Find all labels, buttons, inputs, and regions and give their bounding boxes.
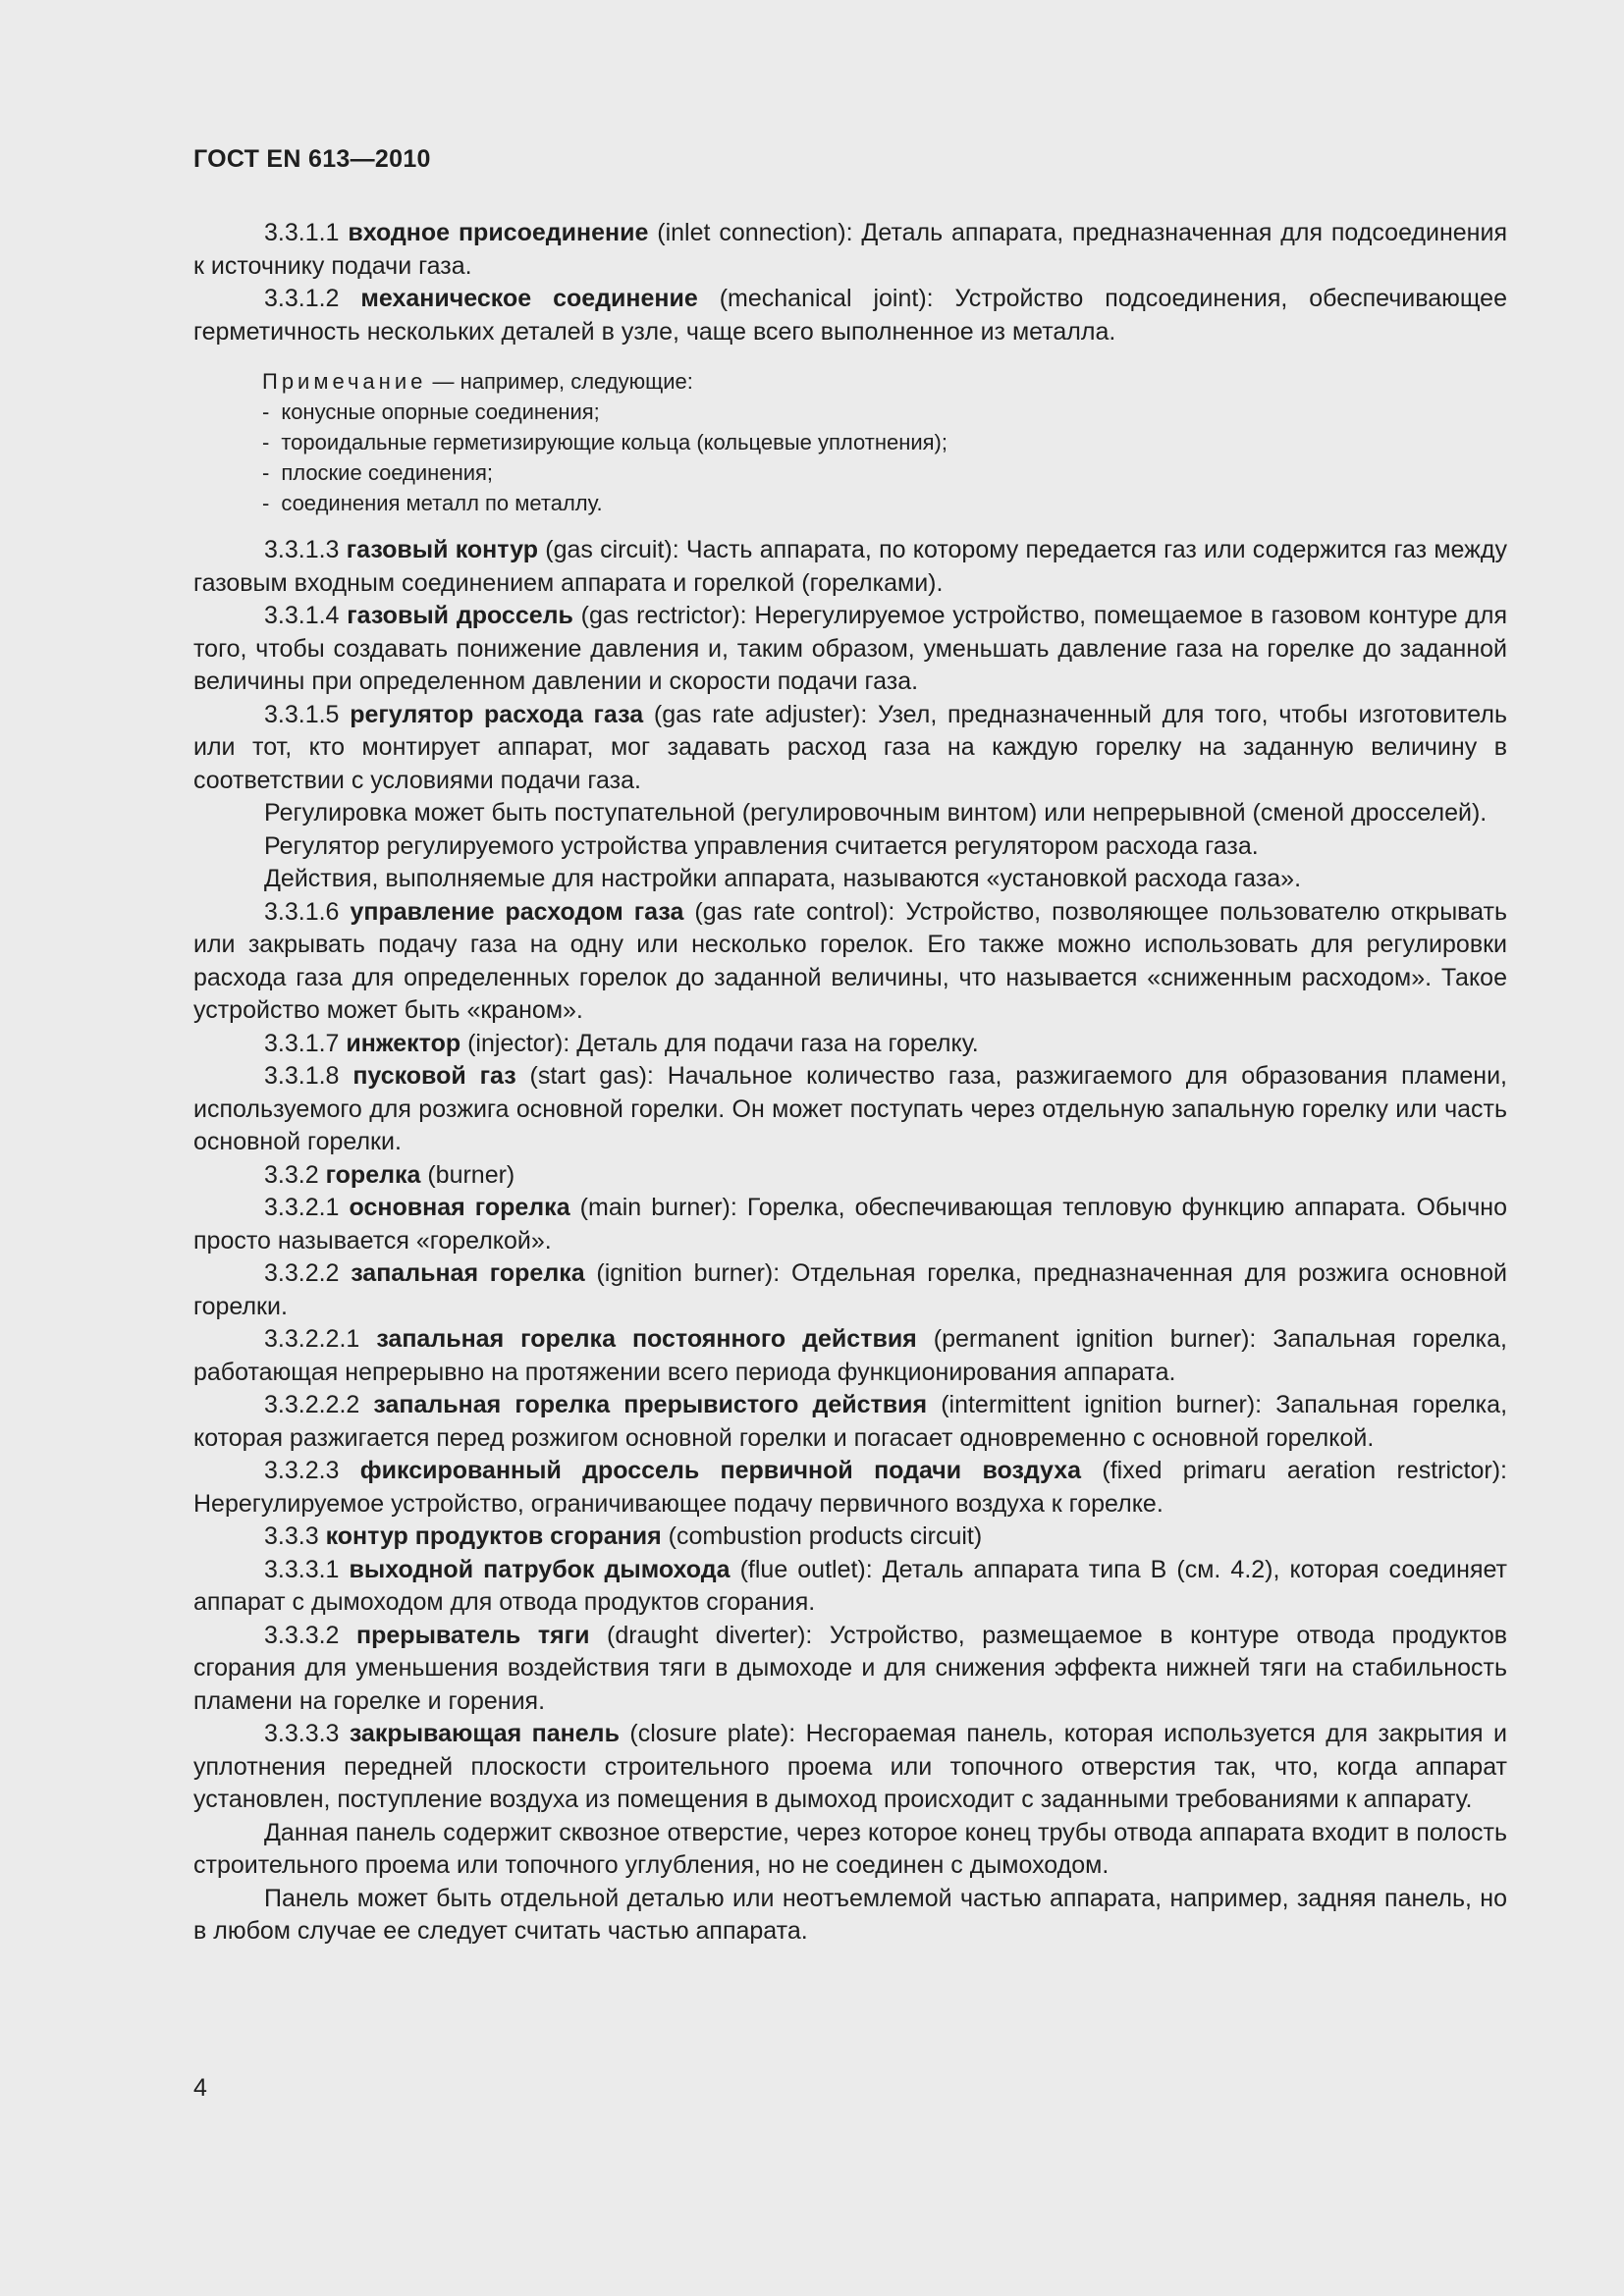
clause-number: 3.3.1.5 [264,700,340,728]
clause-number: 3.3.3 [264,1522,319,1550]
paragraph [193,863,1507,896]
term: инжектор [346,1029,461,1057]
term: горелка [325,1160,421,1189]
paragraph [193,1817,1507,1883]
note-list [262,397,1507,518]
clause-number: 3.3.3.1 [264,1555,340,1583]
term: запальная горелка прерывистого действия [373,1391,928,1418]
clause-number: 3.3.1.7 [264,1029,340,1057]
clause-number: 3.3.2.3 [264,1457,340,1484]
paragraph-text: Регулятор регулируемого устройства управления считается регулятором расхода газа. [264,831,1259,860]
paragraphs-before-note [193,217,1507,348]
paragraph-text: (gas rate control): Устройство, позволяющее пользователю открывать или закрывать подачу газа на одну или несколько горелок. Его также можно использовать для регулировки расхода газа для определенных горелок до заданной величины, что называется «сниженным расходом». Такое устройство может быть «краном». [193,897,1507,1024]
paragraph [193,797,1507,830]
clause-number: 3.3.2.2.2 [264,1391,360,1418]
paragraph-text: (intermittent ignition burner): Запальная горелка, которая разжигается перед розжигом основной горелки и погасает одновременно с основной горелкой. [193,1391,1508,1452]
paragraph [193,830,1507,864]
term: запальная горелка постоянного действия [376,1325,917,1353]
term: входное присоединение [348,219,649,246]
note-label: Примечание [262,369,427,394]
note-list-item: - конусные опорные соединения; [262,397,1507,427]
paragraph [193,1028,1507,1061]
paragraph-text: (ignition burner): Отдельная горелка, предназначенная для розжига основной горелки. [193,1259,1507,1320]
paragraph [193,1159,1507,1193]
paragraph [193,699,1507,798]
term: газовый контур [346,536,538,563]
clause-number: 3.3.1.1 [264,219,340,246]
term: пусковой газ [352,1062,516,1090]
clause-number: 3.3.2 [264,1160,319,1189]
clause-number: 3.3.2.1 [264,1194,340,1221]
paragraph [193,1455,1507,1521]
paragraph [193,283,1507,348]
paragraph-text: Данная панель содержит сквозное отверстие, через которое конец трубы отвода аппарата входит в полость строительного проема или топочного углубления, но не соединен с дымоходом. [193,1818,1507,1879]
paragraph-text: (fixed primaru aeration restrictor): Нерегулируемое устройство, ограничивающее подачу первичного воздуха к горелке. [193,1457,1507,1518]
paragraph-text: (closure plate): Несгораемая панель, которая используется для закрытия и уплотнения передней плоскости строительного проема или топочного отверстия так, что, когда аппарат установлен, поступление воздуха из помещения в дымоход происходит с заданными требованиями к аппарату. [193,1720,1507,1813]
paragraph-text: (draught diverter): Устройство, размещаемое в контуре отвода продуктов сгорания для уменьшения воздействия тяги в дымоходе и для снижения эффекта нижней тяги на стабильность пламени на горелке и горения. [193,1621,1508,1715]
paragraph-text: Панель может быть отдельной деталью или неотъемлемой частью аппарата, например, задняя панель, но в любом случае ее следует считать частью аппарата. [193,1884,1507,1945]
clause-number: 3.3.2.2 [264,1259,340,1287]
paragraph [193,896,1507,1028]
paragraph [193,1192,1507,1257]
paragraph [193,1060,1507,1159]
paragraph [193,534,1507,600]
paragraph-text: (flue outlet): Деталь аппарата типа В (см. 4.2), которая соединяет аппарат с дымоходом для отвода продуктов сгорания. [193,1555,1508,1616]
clause-number: 3.3.3.2 [264,1621,340,1649]
paragraph-text: Действия, выполняемые для настройки аппарата, называются «установкой расхода газа». [264,865,1302,892]
note-intro: — например, следующие: [426,369,693,394]
document-page [193,145,1507,1949]
term: регулятор расхода газа [350,700,644,728]
paragraph [193,1554,1507,1620]
term: контур продуктов сгорания [325,1522,662,1550]
paragraph [193,1521,1507,1554]
paragraph [193,1718,1507,1817]
clause-number: 3.3.2.2.1 [264,1325,360,1353]
paragraph [193,1257,1507,1323]
paragraph-text: (permanent ignition burner): Запальная горелка, работающая непрерывно на протяжении всего периода функционирования аппарата. [193,1325,1508,1386]
note-list-item: - плоские соединения; [262,457,1507,488]
term: управление расходом газа [350,897,684,926]
term: механическое соединение [360,285,698,312]
clause-number: 3.3.1.2 [264,285,340,312]
term: основная горелка [349,1194,570,1221]
term: запальная горелка [351,1259,585,1287]
clause-number: 3.3.1.3 [264,536,340,563]
paragraph-text: (gas circuit): Часть аппарата, по которому передается газ или содержится газ между газовым входным соединением аппарата и горелкой (горелками). [193,536,1507,597]
paragraph-text: (main burner): Горелка, обеспечивающая тепловую функцию аппарата. Обычно просто называется «горелкой». [193,1194,1508,1255]
paragraph-text: (injector): Деталь для подачи газа на горелку. [460,1029,979,1057]
term: фиксированный дроссель первичной подачи воздуха [359,1457,1082,1484]
clause-number: 3.3.3.3 [264,1720,340,1747]
paragraph-text: (inlet connection): Деталь аппарата, предназначенная для подсоединения к источнику подачи газа. [193,219,1507,280]
note-list-item: - тороидальные герметизирующие кольца (кольцевые уплотнения); [262,427,1507,457]
note-block [262,366,1507,518]
note-heading [262,366,1507,397]
paragraph-text: (gas rate adjuster): Узел, предназначенный для того, чтобы изготовитель или тот, кто монтирует аппарат, мог задавать расход газа на каждую горелку на заданную величину в соответствии с условиями подачи газа. [193,700,1507,794]
paragraph [193,1883,1507,1949]
paragraph [193,600,1507,699]
paragraph [193,1389,1507,1455]
document-header: ГОСТ EN 613—2010 [193,145,431,173]
clause-number: 3.3.1.6 [264,897,340,926]
paragraphs-after-note [193,534,1507,1949]
term: закрывающая панель [349,1720,620,1747]
paragraph [193,1620,1507,1719]
term: выходной патрубок дымохода [349,1555,731,1583]
paragraph-text: (start gas): Начальное количество газа, разжигаемого для образования пламени, используемого для розжига основной горелки. Он может поступать через отдельную запальную горелку или часть основной горелки. [193,1062,1508,1155]
clause-number: 3.3.1.4 [264,602,340,629]
page-number: 4 [193,2074,207,2102]
note-list-item: - соединения металл по металлу. [262,488,1507,518]
paragraph [193,1323,1507,1389]
paragraph-text: (mechanical joint): Устройство подсоединения, обеспечивающее герметичность нескольких деталей в узле, чаще всего выполненное из металла. [193,285,1507,346]
paragraph [193,217,1507,283]
paragraph-text: Регулировка может быть поступательной (регулировочным винтом) или непрерывной (сменой дросселей). [264,799,1488,827]
clause-number: 3.3.1.8 [264,1062,340,1090]
paragraph-text: (burner) [420,1160,515,1189]
paragraph-text: (gas rectrictor): Нерегулируемое устройство, помещаемое в газовом контуре для того, чтобы создавать понижение давления и, таким образом, уменьшать давление газа на горелке до заданной величины при определенном давлении и скорости подачи газа. [193,602,1507,695]
term: газовый дроссель [347,602,573,629]
paragraph-text: (combustion products circuit) [661,1522,983,1550]
term: прерыватель тяги [356,1621,590,1649]
